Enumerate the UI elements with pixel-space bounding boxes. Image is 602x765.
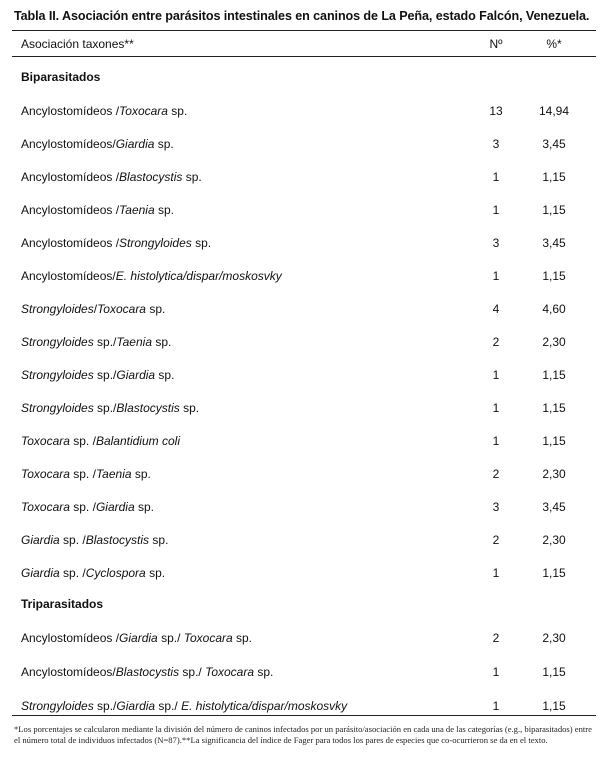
table-row xyxy=(0,170,602,188)
table-row xyxy=(0,203,602,221)
percent-cell: 2,30 xyxy=(542,533,566,547)
association-label: Ancylostomídeos /Giardia sp./ Toxocara sp. xyxy=(21,631,253,645)
association-label: Strongyloides sp./Giardia sp./ E. histolytica/dispar/moskosvky xyxy=(21,699,348,713)
header-taxa: Asociación taxones** xyxy=(21,37,134,51)
association-label: Ancylostomídeos /Taenia sp. xyxy=(21,203,174,217)
association-label: Strongyloides sp./Blastocystis sp. xyxy=(21,401,200,415)
association-label: Giardia sp. /Cyclospora sp. xyxy=(21,566,166,580)
count-cell: 3 xyxy=(492,137,500,151)
count-cell: 1 xyxy=(492,699,500,713)
association-label: Ancylostomídeos /Toxocara sp. xyxy=(21,104,188,118)
count-cell: 3 xyxy=(492,236,500,250)
table-row xyxy=(0,631,602,649)
count-cell: 2 xyxy=(492,631,500,645)
count-cell: 1 xyxy=(492,170,500,184)
count-cell: 1 xyxy=(492,566,500,580)
count-cell: 1 xyxy=(492,665,500,679)
percent-cell: 2,30 xyxy=(542,631,566,645)
count-cell: 2 xyxy=(492,467,500,481)
header-pct: %* xyxy=(546,37,562,51)
count-cell: 2 xyxy=(492,335,500,349)
section-label: Biparasitados xyxy=(21,70,101,84)
percent-cell: 1,15 xyxy=(542,269,566,283)
association-label: Strongyloides/Toxocara sp. xyxy=(21,302,166,316)
association-label: Toxocara sp. /Balantidium coli xyxy=(21,434,180,448)
association-label: Giardia sp. /Blastocystis sp. xyxy=(21,533,169,547)
count-cell: 1 xyxy=(492,269,500,283)
percent-cell: 3,45 xyxy=(542,236,566,250)
association-label: Ancylostomídeos/E. histolytica/dispar/moskosvky xyxy=(21,269,282,283)
table-row xyxy=(0,236,602,254)
count-cell: 1 xyxy=(492,401,500,415)
table-row xyxy=(0,500,602,518)
association-label: Strongyloides sp./Taenia sp. xyxy=(21,335,172,349)
percent-cell: 1,15 xyxy=(542,566,566,580)
bottom-rule xyxy=(12,715,596,716)
top-rule xyxy=(12,30,596,31)
section-label: Triparasitados xyxy=(21,597,104,611)
association-label: Ancylostomídeos/Blastocystis sp./ Toxocara sp. xyxy=(21,665,274,679)
table-row xyxy=(0,137,602,155)
table-row xyxy=(0,269,602,287)
percent-cell: 3,45 xyxy=(542,137,566,151)
footnote: *Los porcentajes se calcularon mediante la división del número de caninos infectados por un parásito/asociación en cada una de las categorías (e.g., biparasitados) entre el número total de individuos infectados (N=87).**La significancia del índice de Fager para todos los pares de especies que co-ocurrieron se da en el texto. xyxy=(14,724,592,745)
table-row xyxy=(0,566,602,584)
table-row xyxy=(0,335,602,353)
percent-cell: 3,45 xyxy=(542,500,566,514)
percent-cell: 14,94 xyxy=(538,104,570,118)
percent-cell: 2,30 xyxy=(542,335,566,349)
table-row xyxy=(0,368,602,386)
header-n: Nº xyxy=(489,37,503,51)
table-row xyxy=(0,302,602,320)
percent-cell: 4,60 xyxy=(542,302,566,316)
table-row xyxy=(0,401,602,419)
count-cell: 1 xyxy=(492,203,500,217)
count-cell: 3 xyxy=(492,500,500,514)
count-cell: 1 xyxy=(492,368,500,382)
table-row xyxy=(0,533,602,551)
percent-cell: 1,15 xyxy=(542,699,566,713)
percent-cell: 1,15 xyxy=(542,170,566,184)
percent-cell: 2,30 xyxy=(542,467,566,481)
percent-cell: 1,15 xyxy=(542,203,566,217)
header-rule xyxy=(12,56,596,57)
count-cell: 4 xyxy=(492,302,500,316)
count-cell: 13 xyxy=(489,104,503,118)
association-label: Ancylostomídeos/Giardia sp. xyxy=(21,137,174,151)
percent-cell: 1,15 xyxy=(542,665,566,679)
table-title: Tabla II. Asociación entre parásitos intestinales en caninos de La Peña, estado Falcón, Venezuela. xyxy=(14,9,590,23)
table-row xyxy=(0,467,602,485)
count-cell: 2 xyxy=(492,533,500,547)
percent-cell: 1,15 xyxy=(542,434,566,448)
table-row xyxy=(0,434,602,452)
table-row xyxy=(0,665,602,683)
percent-cell: 1,15 xyxy=(542,401,566,415)
association-label: Toxocara sp. /Giardia sp. xyxy=(21,500,154,514)
count-cell: 1 xyxy=(492,434,500,448)
association-label: Ancylostomídeos /Strongyloides sp. xyxy=(21,236,212,250)
association-label: Strongyloides sp./Giardia sp. xyxy=(21,368,175,382)
percent-cell: 1,15 xyxy=(542,368,566,382)
association-label: Ancylostomídeos /Blastocystis sp. xyxy=(21,170,202,184)
association-label: Toxocara sp. /Taenia sp. xyxy=(21,467,151,481)
table-row xyxy=(0,104,602,122)
